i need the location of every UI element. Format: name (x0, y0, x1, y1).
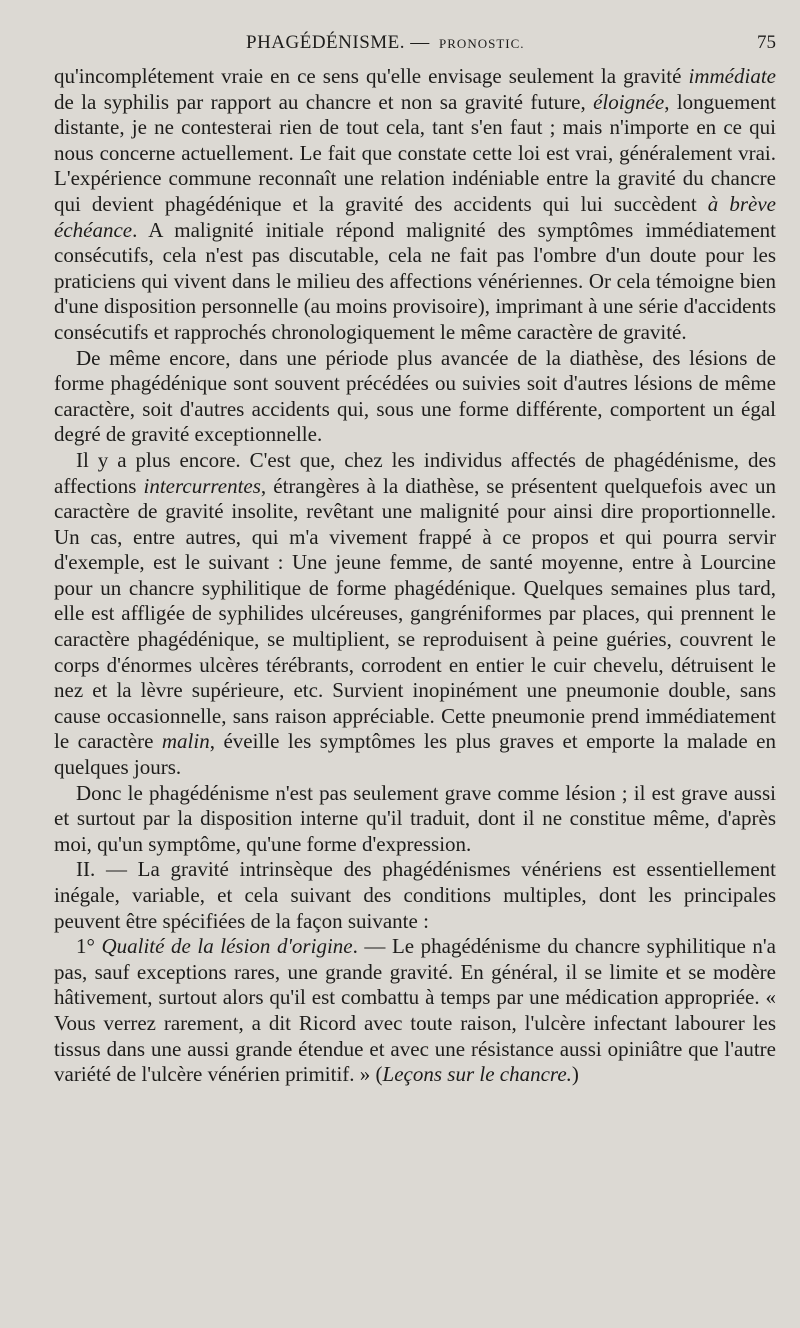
paragraph-6 (54, 934, 776, 1088)
paragraph-text: . A malignité initiale répond malignité des symptômes immédiatement consécutifs, cela n'est pas discutable, cela ne fait pas l'ombre d'un doute pour les praticiens qui vivent dans le milieu des affections vénériennes. Or cela témoigne bien d'une disposition personnelle (au moins provisoire), imprimant à une série d'accidents consécutifs et rapprochés chronologiquement le même caractère de gravité. (54, 217, 776, 344)
italic-text: Qualité de la lésion d'origine (101, 934, 353, 959)
italic-text: malin (161, 729, 210, 754)
paragraph-1 (54, 64, 776, 346)
paragraph-text: Il y a plus encore. C'est que, chez les individus affectés de phagédénisme, des affections (54, 447, 776, 498)
paragraph-text: . — Le phagédénisme du chancre syphilitique n'a pas, sauf exceptions rares, une grande gravité. En général, il se limite et se modère hâtivement, surtout alors qu'il est combattu à temps par une médication appropriée. « Vous verrez rarement, a dit Ricord avec toute raison, l'ulcère infectant labourer les tissus dans une aussi grande étendue et avec une résistance aussi opiniâtre que l'autre variété de l'ulcère vénérien primitif. » ( (54, 934, 776, 1087)
paragraph-5: II. — La gravité intrinsèque des phagédénismes vénériens est essentiellement inégale, variable, et cela suivant des conditions multiples, dont les principales peuvent être spécifiées de la façon suivante : (54, 857, 776, 933)
running-title (246, 32, 525, 54)
italic-text: éloignée (593, 89, 665, 114)
paragraph-text: , longuement distante, je ne contesterai rien de tout cela, tant s'en faut ; mais n'importe en ce qui nous concerne actuellement. Le fait que constate cette loi est vrai, généralement vrai. L'expérience commune reconnaît une relation indéniable entre la gravité du chancre qui devient phagédénique et la gravité des accidents qui lui succèdent (54, 89, 776, 216)
section-subtitle: PRONOSTIC. (439, 36, 525, 51)
paragraph-text: 1° (76, 934, 102, 959)
running-header (54, 28, 776, 64)
paragraph-text: , éveille les symptômes les plus graves et emporte la malade en quelques jours. (54, 729, 776, 780)
chapter-title: PHAGÉDÉNISME. — (246, 32, 430, 53)
italic-text: immédiate (688, 64, 776, 88)
italic-text: intercurrentes (143, 473, 261, 498)
italic-text: à brève échéance (54, 191, 776, 242)
page-body (54, 64, 776, 1088)
paragraph-3 (54, 448, 776, 781)
page-number: 75 (757, 32, 776, 53)
paragraph-text: de la syphilis par rapport au chancre et non sa gravité future, (54, 89, 594, 114)
paragraph-text: ) (571, 1062, 579, 1087)
paragraph-text: , étrangères à la diathèse, se présentent quelquefois avec un caractère de gravité insolite, revêtant une malignité pour ainsi dire proportionnelle. Un cas, entre autres, qui m'a vivement frappé à ce propos et qui pourra servir d'exemple, est le suivant : Une jeune femme, de santé moyenne, entre à Lourcine pour un chancre syphilitique de forme phagédénique. Quelques semaines plus tard, elle est affligée de syphilides ulcéreuses, gangréniformes par places, qui prennent le caractère phagédénique, se multiplient, se reproduisent à peine guéries, couvrent le corps d'énormes ulcères térébrants, corrodent en entier le cuir chevelu, détruisent le nez et la lèvre supérieure, etc. Survient inopinément une pneumonie double, sans cause occasionnelle, sans raison appréciable. Cette pneumonie prend immédiatement le caractère (54, 473, 776, 754)
paragraph-text: qu'incomplétement vraie en ce sens qu'elle envisage seulement la gravité (54, 64, 689, 88)
italic-text: Leçons sur le chancre. (382, 1062, 572, 1087)
paragraph-4: Donc le phagédénisme n'est pas seulement grave comme lésion ; il est grave aussi et surtout par la disposition interne qu'il traduit, dont il ne constitue même, d'après moi, qu'un symptôme, qu'une forme d'expression. (54, 780, 776, 856)
paragraph-2: De même encore, dans une période plus avancée de la diathèse, des lésions de forme phagédénique sont souvent précédées ou suivies soit d'autres lésions de même caractère, soit d'autres accidents qui, sous une forme différente, comportent un égal degré de gravité exceptionnelle. (54, 345, 776, 447)
